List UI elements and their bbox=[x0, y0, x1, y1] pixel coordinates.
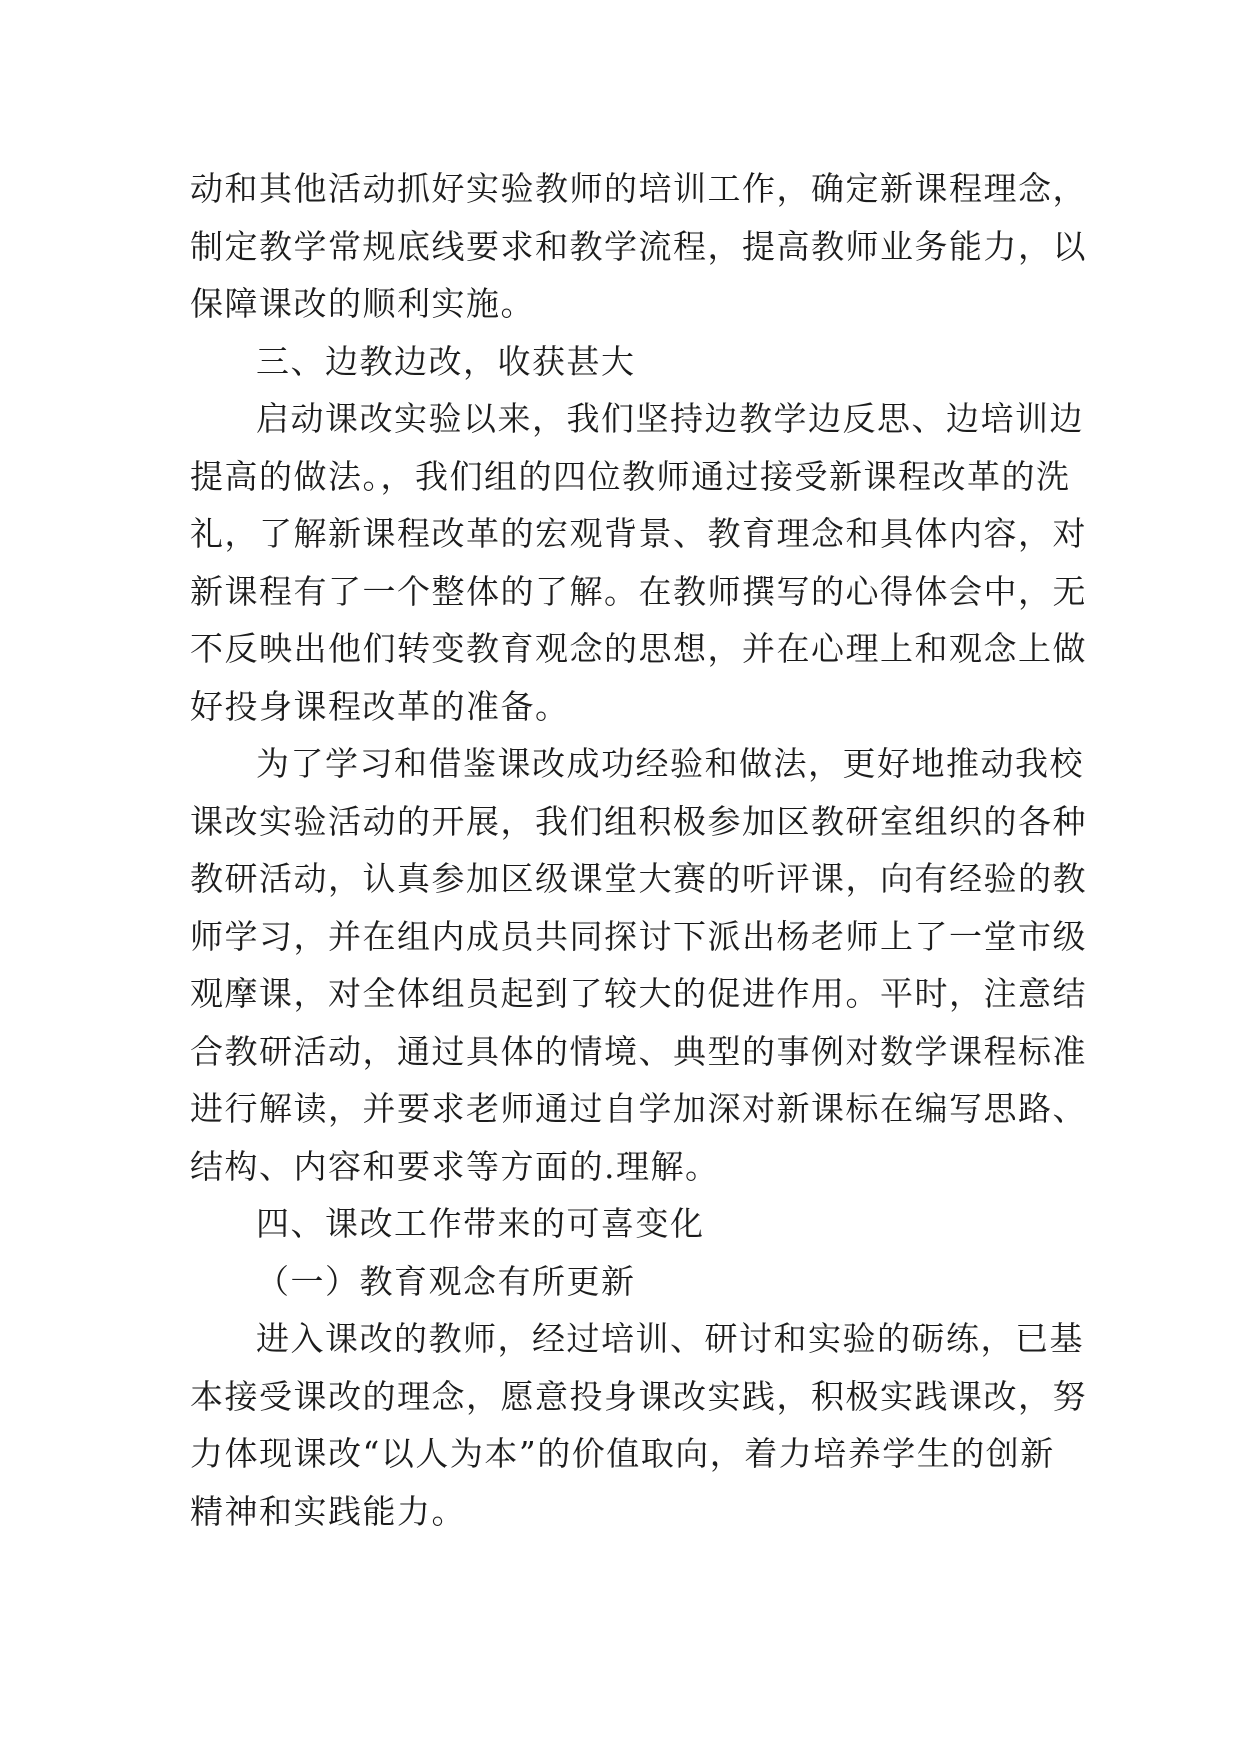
text-line: 课改实验活动的开展，我们组积极参加区教研室组织的各种 bbox=[190, 801, 1087, 841]
text-line: 师学习，并在组内成员共同探讨下派出杨老师上了一堂市级 bbox=[190, 916, 1087, 956]
text-line: 教研活动，认真参加区级课堂大赛的听评课，向有经验的教 bbox=[190, 859, 1087, 898]
text-line: 合教研活动，通过具体的情境、典型的事例对数学课程标准 bbox=[190, 1031, 1087, 1071]
subsection-heading: （一）教育观念有所更新 bbox=[256, 1261, 636, 1301]
text-line: 提高的做法。，我们组的四位教师通过接受新课程改革的洗 bbox=[190, 456, 1071, 496]
text-line: 好投身课程改革的准备。 bbox=[190, 686, 570, 726]
document-body bbox=[190, 160, 1087, 1540]
section-heading: 四、课改工作带来的可喜变化 bbox=[256, 1204, 705, 1243]
text-line: 动和其他活动抓好实验教师的培训工作，确定新课程理念， bbox=[190, 169, 1087, 208]
section-heading: 三、边教边改，收获甚大 bbox=[256, 341, 636, 381]
text-line: 保障课改的顺利实施。 bbox=[190, 284, 535, 323]
text-line: 不反映出他们转变教育观念的思想，并在心理上和观念上做 bbox=[190, 629, 1087, 668]
text-line: 本接受课改的理念，愿意投身课改实践，积极实践课改，努 bbox=[190, 1376, 1087, 1416]
text-line: 为了学习和借鉴课改成功经验和做法，更好地推动我校 bbox=[256, 744, 1084, 783]
text-line: 进入课改的教师，经过培训、研讨和实验的砺练，已基 bbox=[256, 1319, 1084, 1358]
text-line: 结构、内容和要求等方面的.理解。 bbox=[190, 1146, 720, 1186]
text-line: 制定教学常规底线要求和教学流程，提高教师业务能力，以 bbox=[190, 226, 1087, 266]
text-line: 礼，了解新课程改革的宏观背景、教育理念和具体内容，对 bbox=[190, 514, 1087, 553]
text-line: 新课程有了一个整体的了解。在教师撰写的心得体会中，无 bbox=[190, 571, 1087, 611]
text-line: 进行解读，并要求老师通过自学加深对新课标在编写思路、 bbox=[190, 1089, 1087, 1128]
text-line: 观摩课，对全体组员起到了较大的促进作用。平时，注意结 bbox=[190, 974, 1087, 1013]
text-line: 力体现课改“以人为本”的价值取向，着力培养学生的创新 bbox=[190, 1434, 1055, 1473]
text-line: 启动课改实验以来，我们坚持边教学边反思、边培训边 bbox=[256, 399, 1084, 438]
text-line: 精神和实践能力。 bbox=[190, 1491, 466, 1531]
